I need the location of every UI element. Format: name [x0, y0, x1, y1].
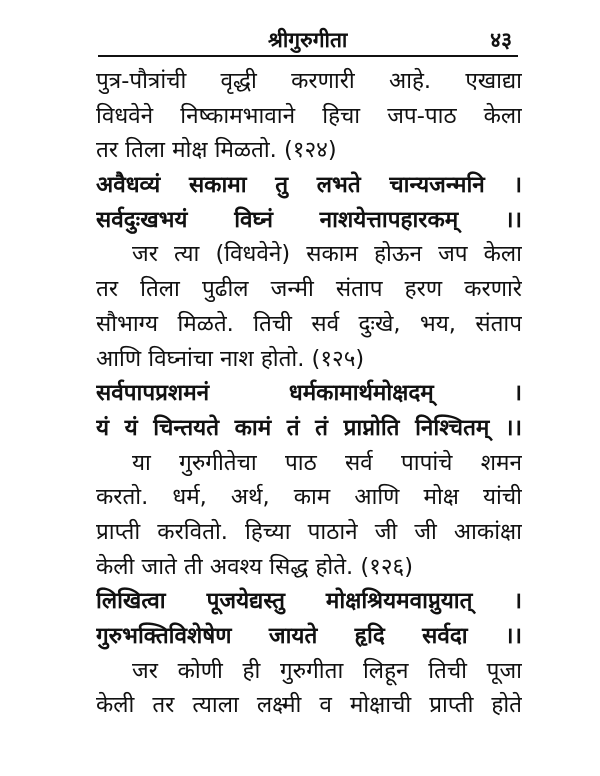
verse-line: गुरुभक्तिविशेषेण जायते हृदि सर्वदा ।। [96, 623, 522, 649]
verse-line: अवैधव्यं सकामा तु लभते चान्यजन्मनि । [96, 172, 522, 199]
body-line: केली तर त्याला लक्ष्मी व मोक्षाची प्राप्ती होते [96, 692, 522, 719]
body-line: सौभाग्य मिळते. तिची सर्व दुःखे, भय, संताप [96, 310, 522, 337]
page-header [98, 20, 518, 60]
body-line: आणि विघ्नांचा नाश होतो. (१२५) [96, 345, 365, 372]
body-line: तर तिला मोक्ष मिळतो. (१२४) [96, 137, 337, 164]
header-rule [98, 55, 518, 57]
body-line: तर तिला पुढील जन्मी संताप हरण करणारे [96, 276, 522, 303]
verse-line: यं यं चिन्तयते कामं तं तं प्राप्नोति निश्चितम् ।। [96, 414, 522, 441]
body-line: या गुरुगीतेचा पाठ सर्व पापांचे शमन [132, 449, 522, 476]
verse-line: सर्वदुःखभयं विघ्नं नाशयेत्तापहारकम् ।। [96, 206, 522, 233]
verse-line: सर्वपापप्रशमनं धर्मकामार्थमोक्षदम् । [96, 380, 522, 407]
body-line: जर त्या (विधवेने) सकाम होऊन जप केला [132, 241, 522, 268]
body-line: जर कोणी ही गुरुगीता लिहून तिची पूजा [132, 657, 522, 684]
body-line: करतो. धर्म, अर्थ, काम आणि मोक्ष यांची [96, 484, 522, 511]
body-line: विधवेने निष्कामभावाने हिचा जप-पाठ केला [96, 102, 522, 129]
page-number: ४३ [490, 28, 512, 52]
running-title: श्रीगुरुगीता [268, 28, 348, 52]
verse-line: लिखित्वा पूजयेद्यस्तु मोक्षश्रियमवाप्नुयात् । [96, 588, 522, 615]
page-body [96, 64, 522, 723]
body-line: प्राप्ती करवितो. हिच्या पाठाने जी जी आकांक्षा [96, 518, 522, 545]
body-line: केली जाते ती अवश्य सिद्ध होते. (१२६) [96, 553, 414, 580]
body-line: पुत्र-पौत्रांची वृद्धी करणारी आहे. एखाद्या [96, 68, 522, 94]
